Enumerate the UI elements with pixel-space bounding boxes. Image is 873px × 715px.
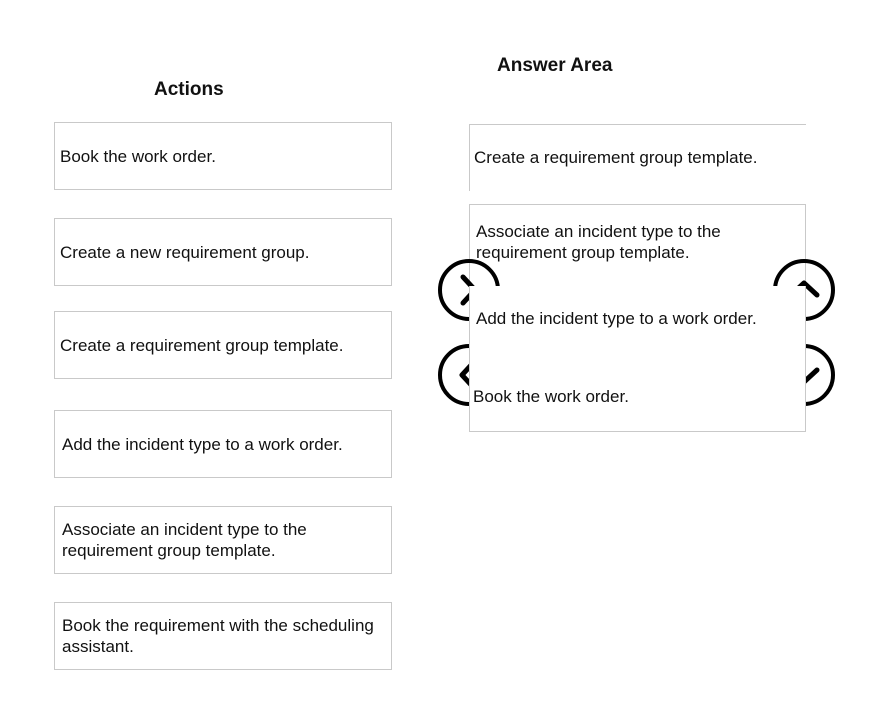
actions-heading: Actions xyxy=(154,79,224,100)
answer-item-create-template[interactable] xyxy=(469,124,806,190)
answer-item-label: Associate an incident type to the requirement group template. xyxy=(476,222,721,262)
answer-item-label: Add the incident type to a work order. xyxy=(476,309,757,328)
action-item-label: Book the work order. xyxy=(60,146,216,166)
action-item-label: Book the requirement with the scheduling assistant. xyxy=(62,616,374,656)
action-item-book-with-scheduling-assistant[interactable] xyxy=(54,602,392,670)
answer-item-add-incident-type[interactable] xyxy=(469,286,806,432)
action-item-label: Create a new requirement group. xyxy=(60,242,310,262)
action-item-book-work-order[interactable] xyxy=(54,122,392,190)
answer-area-heading: Answer Area xyxy=(497,55,613,76)
action-item-label: Associate an incident type to the requirement group template. xyxy=(62,520,307,560)
answer-item-book-work-order[interactable]: Book the work order. xyxy=(473,387,629,406)
action-item-associate-incident-type[interactable] xyxy=(54,506,392,574)
action-item-create-requirement-group-template[interactable] xyxy=(54,311,392,379)
action-item-create-requirement-group[interactable] xyxy=(54,218,392,286)
answer-item-associate-incident-type[interactable] xyxy=(469,204,806,286)
answer-item-label: Create a requirement group template. xyxy=(474,148,758,167)
action-item-add-incident-type[interactable] xyxy=(54,410,392,478)
action-item-label: Create a requirement group template. xyxy=(60,335,344,355)
action-item-label: Add the incident type to a work order. xyxy=(62,434,343,454)
